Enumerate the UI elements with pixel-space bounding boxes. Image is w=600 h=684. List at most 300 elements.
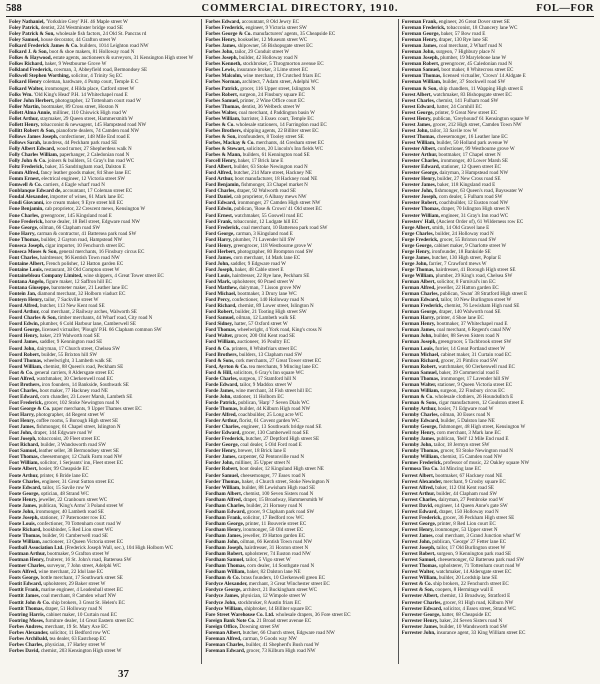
entry-details: greengrocer, 45 Caledonian road N	[440, 61, 512, 68]
entry-name: Footman Arthur,	[9, 551, 46, 558]
entry-details: builder, 50 Holland park avenue W	[436, 139, 509, 146]
entry-name: Folkwell Stephen Worthing,	[9, 73, 70, 80]
entry-details: fishmonger, 63 Queen's road, Bayswater W	[434, 188, 523, 195]
entry-details: confectioner, 140 Holloway road N	[231, 297, 305, 304]
entry-name: Formby Charles,	[401, 412, 439, 419]
entry-name: Forester Edward,	[401, 164, 440, 171]
header-rule	[6, 16, 594, 17]
entry-name: Folkes Richard,	[9, 61, 44, 68]
entry-details: wine merchant, 19 Crutched friars EC	[243, 73, 321, 80]
entry-details: tailor, 9 Maddox street W	[239, 381, 292, 388]
entry-name: Foley Nathaniel,	[9, 19, 45, 25]
entry-name: Formby Edward,	[401, 418, 440, 425]
entry-details: wholesale drapers, 36 Fore street EC	[275, 611, 351, 618]
page-number: 588	[6, 3, 22, 14]
entry-name: Fore Street Warehouse Co. Ltd.	[205, 611, 275, 618]
entry-name: Forder Frederick,	[205, 436, 245, 443]
entry-name: Forbes & Co.	[205, 121, 235, 128]
entry-details: solicitors, 6 Gray's Inn square WC	[233, 369, 304, 376]
entry-details: stationer, 12 Queen street EC	[441, 164, 501, 171]
entry-name: Forbes Kenneth,	[205, 61, 242, 68]
entry-name: Formosa Tea Co.	[401, 466, 439, 473]
entry-details: hosier, 71 Edgware road W	[437, 406, 494, 412]
entry-details: cheesemonger, 12 Chalk Farm road NW	[40, 454, 123, 461]
entry-name: Forest Albert,	[401, 91, 432, 98]
entry-details: wine merchant, 34 Fish street hill EC	[235, 387, 312, 394]
entry-details: farrier, 7 Crawford mews W	[428, 260, 487, 267]
entry-name: Foller John Herbert,	[9, 97, 55, 104]
entry-details: builder, 55 Brixton hill SW	[41, 351, 98, 358]
entry-name: Foote Thomas,	[9, 532, 42, 539]
entry-name: Forrester James,	[401, 623, 439, 630]
entry-name: Ford & Hill,	[205, 369, 233, 376]
entry-name: Forest Henry,	[401, 115, 432, 122]
entry-name: Footner Charles,	[9, 563, 46, 570]
entry-name: Folkard Walter,	[9, 85, 44, 92]
entry-name: Foord George,	[9, 327, 41, 334]
entry-name: Ford Richard,	[205, 303, 237, 310]
entry-name: Forrest Frederick,	[401, 514, 442, 521]
entry-details: chemist, 15 Camden road NW	[440, 454, 503, 461]
entry-name: Folly Albert Edward,	[9, 145, 56, 152]
entry-details: coopers, 8 Hermitage wall E	[435, 587, 494, 594]
entry-details: upholsterer, 74 Euston road NW	[244, 551, 311, 558]
entry-details: leather seller, 38 Bermondsey street SE	[38, 448, 120, 455]
entry-details: electrical engineer, 12 Victoria street SW	[41, 176, 126, 183]
entry-details: engineer, 9 Victoria street SW	[245, 25, 307, 32]
entry-name: Ford Harry,	[205, 236, 232, 243]
entry-details: insurance broker, 3 Lime street EC	[236, 67, 308, 74]
entry-name: Fomm Ernest,	[9, 176, 41, 183]
entry-details: tailor, 7 Sackville street W	[44, 297, 99, 304]
entry-name: Foote Joseph,	[9, 514, 39, 521]
entry-details: estate agents, auctioneers & surveyors, 31 Kensington High street W	[53, 55, 194, 62]
entry-details: cabinet maker, 31 Curtain road EC	[440, 351, 512, 358]
entry-details: grocer, 212 High street, Camden Town NW	[432, 121, 522, 128]
entry-name: Fone Harry,	[9, 230, 36, 237]
entry-details: bottle merchant, 17 Southwark street SE	[40, 575, 123, 582]
entry-details: upholsterer, 60 Praed street W	[232, 279, 294, 286]
entry-details: ironmonger, 53 Upper street N	[435, 526, 498, 533]
entry-details: figure maker, 12 Saffron hill EC	[45, 279, 112, 286]
entry-name: Foller Martin,	[9, 103, 41, 110]
entry-details: oilman, 30 Essex road N	[440, 412, 491, 419]
entry-details: physician, 17 Harley street W	[44, 641, 106, 648]
entry-name: Forman & Sons,	[401, 399, 438, 406]
entry-details: architect, 7 Adam street, Adelphi WC	[242, 79, 319, 86]
entry-name: Forde Edward,	[205, 381, 239, 388]
entry-name: Forrest Alexander,	[401, 478, 443, 485]
entry-name: Forbes Archibald,	[9, 635, 49, 642]
entry-name: Forrest & Son,	[401, 587, 434, 594]
entry-name: Foote James,	[9, 502, 38, 509]
entry-details: chemist, 203 Kensington High street W	[40, 647, 122, 654]
entry-name: Forbes Andrew,	[9, 623, 44, 630]
entry-name: Forbes Alexander,	[9, 629, 49, 636]
entry-details: ironfounders, 8 Tooley street SE	[237, 133, 304, 140]
entry-name: Forbes Samuel,	[205, 97, 240, 104]
entry-name: Forder James,	[205, 454, 237, 461]
entry-details: ironfounder, 18 Bankside SE	[431, 248, 491, 255]
entry-name: Foreman Joseph,	[401, 55, 439, 62]
entry-details: chemist, 88 Queen's road, Peckham SE	[43, 363, 124, 370]
entry-details: manufacturers' agents, 35 Cheapside EC	[253, 31, 336, 38]
entry-name: Foord Arthur,	[9, 309, 40, 316]
entry-details: draper, 140 Walworth road SE	[438, 309, 501, 316]
entry-name: Ford Robert,	[205, 309, 234, 316]
entry-details: draper, 51 Holloway road N	[45, 605, 103, 612]
entry-details: shipping agents, 22 Billiter street EC	[243, 127, 319, 134]
entry-details: hairdresser, 22 Rye lane, Peckham SE	[232, 272, 310, 279]
entry-name: Foote George,	[9, 490, 40, 497]
entry-name: Foot William,	[9, 460, 39, 467]
entry-name: Folly Charles William,	[9, 152, 59, 159]
entry-name: Forbes James,	[205, 43, 237, 50]
entry-details: laundress, 44 Peckham park road SE	[42, 139, 118, 146]
entry-name: Forman & Co.	[401, 393, 434, 400]
entry-details: house decorator, 44 Grafton street W	[40, 37, 117, 44]
entry-name: Ford & Sons,	[205, 357, 235, 364]
entry-name: Forrest & Co.	[401, 581, 432, 588]
entry-name: Foord Thomas,	[9, 357, 43, 364]
entry-name: Ford George,	[205, 230, 235, 237]
entry-name: Foreman James,	[401, 43, 438, 50]
entry-details: grocer, 130 Camberwell road SE	[241, 430, 309, 437]
entry-details: ship brokers, 3 Great St. Helen's EC	[51, 599, 125, 606]
entry-name: Fordham Thomas,	[205, 563, 246, 570]
entry-details: grocer, 116 Upper street, Islington N	[240, 85, 316, 92]
entry-details: publican, 'Bell' 12 Mile End road E	[436, 436, 509, 443]
entry-details: coal dealer, 5 Old Ford road E	[240, 442, 302, 449]
entry-name: Forest Edward,	[401, 103, 436, 110]
entry-name: Forbes David,	[9, 647, 40, 654]
entry-details: solicitor, 1 Serjeants' inn, Fleet street EC	[40, 460, 124, 467]
entry-name: Forest Thomas,	[401, 133, 436, 140]
entry-name: Forrest Alfred,	[401, 484, 435, 491]
entry-name: Formby George,	[401, 424, 438, 431]
entry-details: 'Yorkshire Grey' P.H. 46 Maple street W	[45, 19, 128, 25]
signature-mark: 37	[118, 668, 129, 680]
entry-details: grocer, 73 Kilburn High road NW	[246, 647, 316, 654]
entry-name: Fordyce Alexander,	[205, 581, 248, 588]
entry-name: Fontein Jan,	[9, 291, 37, 298]
entry-name: Forbes Charles,	[9, 641, 44, 648]
entry-name: Fonteyn Henry,	[9, 297, 43, 304]
entry-details: cigar importer, 10 Fenchurch street EC	[45, 242, 125, 249]
entry-details: jeweller, 22 Hatton garden EC	[436, 285, 499, 292]
entry-name: Ford Frank,	[205, 218, 233, 225]
entry-name: Forder Robert,	[205, 466, 239, 473]
entry-details: cigar manufacturers, 12 Goulston street E	[438, 399, 524, 406]
entry-name: Forrester Charles,	[401, 599, 442, 606]
entry-details: chemist, 13 Broadway, Stratford E	[439, 593, 511, 600]
entry-details: oilman, 66 Clapham road SW	[39, 224, 101, 231]
entry-details: accountant, 17 Coleman street EC	[62, 188, 133, 195]
entry-name: Ford Albert,	[205, 164, 233, 171]
entry-name: Forbes Robert,	[205, 91, 239, 98]
entry-details: photographer, 44 Regent street W	[36, 412, 105, 419]
entry-details: (Ancient Order of), 61 Wilderness row EC	[436, 218, 524, 225]
entry-details: cheesemonger, 77 Essex road N	[240, 472, 306, 479]
entry-name: Forbes Brothers,	[205, 127, 243, 134]
entry-name: Forman John,	[401, 333, 433, 340]
entry-name: Follet Arthur,	[9, 115, 39, 122]
entry-name: Foote Henry,	[9, 496, 38, 503]
entry-details: stockbroker, 8 Austin friars EC	[237, 599, 302, 606]
entry-name: Fordham & Co.	[205, 575, 240, 582]
entry-details: shipbroker, 14 Billiter square EC	[244, 605, 312, 612]
entry-details: coachbuilder, 25 Long acre WC	[238, 412, 304, 419]
entry-name: Foot James,	[9, 424, 36, 431]
entry-details: cowman, 3, Abbeyfield road, Bermondsey SE	[53, 67, 148, 74]
entry-name: Forester Robert,	[401, 200, 438, 207]
entry-name: Foley Samuel,	[9, 37, 40, 44]
entry-details: cheesemonger, 16 Leather lane EC	[436, 133, 508, 140]
entry-name: Forman Charles,	[401, 291, 439, 298]
entry-details: hairdresser, 41 Borough High street SE	[435, 266, 516, 273]
entry-details: baker, 35 Sandringham road, Dalston E	[45, 164, 126, 171]
entry-name: Ford Daniel,	[205, 194, 233, 201]
entry-details: photographer, 12 Tottenham court road W	[55, 97, 141, 104]
entry-name: Forman Walter,	[401, 381, 437, 388]
entry-details: solicitor, 4 Essex street, Strand WC	[443, 605, 516, 612]
entry-details: publican, 'Swan' 38 Stratford High street E	[440, 291, 528, 298]
entry-details: confectioner, 99 Westbourne grove W	[437, 145, 515, 152]
entry-details: carpenter, 62 Pentonville road N	[237, 454, 305, 461]
entry-name: Ford Walter,	[205, 333, 234, 340]
entry-name: Forge Thomas,	[401, 266, 435, 273]
entry-details: bookseller, 12 Museum street WC	[237, 37, 308, 44]
entry-name: Foord Alfred,	[9, 303, 39, 310]
entry-name: Forde Patrick,	[205, 399, 238, 406]
entry-details: bootmaker, 9 Grafton street W	[47, 551, 110, 558]
entry-name: Foord John,	[9, 345, 36, 352]
entry-details: ironmonger, 27 Camden High street NW	[237, 200, 321, 207]
entry-details: carman, 9 Goods way NW	[242, 635, 297, 642]
entry-name: Fontaine Albert,	[9, 260, 45, 267]
entry-details: butcher, 214 Mare street, Hackney NE	[233, 170, 312, 177]
entry-name: Formes Frederick,	[401, 460, 443, 467]
entry-details: tobacconist, 18 Chancery lane WC	[446, 25, 518, 32]
entry-details: licensed victualler, 'Crown' 14 Aldgate E	[442, 73, 526, 80]
entry-name: Fordham John,	[205, 539, 240, 546]
entry-name: Footring Moses,	[9, 617, 45, 624]
entry-name: Formby Henry,	[401, 430, 436, 437]
entry-name: Fordyce William,	[205, 605, 244, 612]
entry-details: corn merchant, 3 Mark lane EC	[436, 430, 501, 437]
entry-name: Foote Albert,	[9, 466, 38, 473]
entry-details: smith, 14 Old Gravel lane E	[432, 224, 490, 231]
entry-details: photographer, 80 Brompton road SW	[237, 248, 314, 255]
entry-name: Foot Richard,	[9, 442, 40, 449]
entry-name: Fondi Giovanni,	[9, 200, 45, 207]
entry-details: grocer, 55 Brixton road SW	[439, 236, 497, 243]
entry-name: Formby John,	[401, 442, 433, 449]
entry-details: oilman, 66 Kentish Town road NW	[240, 539, 312, 546]
entry-name: Forbes Thomas,	[205, 103, 241, 110]
entry-name: Fordham Charles,	[205, 502, 246, 509]
entry-name: Forrest George,	[401, 520, 437, 527]
entry-details: cabinet maker, 9 Charlotte street W	[434, 242, 507, 249]
entry-name: Foord Charles & Son,	[9, 315, 57, 322]
entry-details: watchmaker, 60 Clerkenwell road EC	[438, 363, 515, 370]
entry-details: pianoforte dealers, 74 Camden road NW	[56, 127, 140, 134]
entry-name: Foreman Henry,	[401, 37, 438, 44]
entry-details: baker, 57 Bow road E	[441, 31, 486, 38]
entry-name: Forman Louis,	[401, 345, 434, 352]
entry-details: surgeon, 7 Highbury place N	[435, 49, 495, 56]
entry-details: brass founders, 10 Clerkenwell green EC	[241, 575, 326, 582]
entry-details: tailor, 29 Conduit street W	[234, 49, 290, 56]
entry-name: Forrest John,	[401, 539, 431, 546]
entry-name: Foote Richard,	[9, 526, 42, 533]
entry-name: Forge Charles,	[401, 230, 434, 237]
entry-details: hatter, 68 Cheapside EC	[441, 611, 492, 618]
entry-details: dairyman, 17 Church street, Chelsea SW	[36, 345, 120, 352]
page-header	[6, 2, 594, 16]
entry-name: Formby James,	[401, 436, 436, 443]
entry-details: watchmaker, 55 Goswell road EC	[234, 212, 304, 219]
entry-name: Folly John & Co.	[9, 158, 47, 165]
entry-details: grocer, 93 Stoke Newington road N	[440, 448, 513, 455]
entry-name: Forrest Albert,	[401, 472, 435, 479]
entry-name: Foot Edward,	[9, 393, 39, 400]
entry-name: Foot Henry,	[9, 418, 36, 425]
entry-name: Forman Henry,	[401, 321, 436, 328]
entry-details: 21 Broad street avenue EC	[256, 617, 312, 624]
entry-details: bookbinder, 5 Red Lion street WC	[42, 526, 113, 533]
directory-column-1	[6, 19, 201, 664]
entry-details: saddler, 9 Kennington road SE	[39, 339, 103, 346]
entry-name: Foot Brothers,	[9, 381, 41, 388]
entry-name: Folkes & Haywood,	[9, 55, 52, 62]
page-range: FOL—FOR	[536, 3, 594, 14]
entry-details: boot & shoe makers, 81 Holloway road N	[49, 49, 135, 56]
entry-details: solicitors, 20 Lincoln's Inn fields WC	[246, 145, 324, 152]
entry-details: jeweller, 22 Cranbourn street WC	[38, 496, 108, 503]
entry-details: builder, 41 Shepherd's Bush road W	[245, 641, 320, 648]
entry-name: Forder Samuel,	[205, 472, 240, 479]
entry-details: builder, 27 New Cross road SE	[437, 176, 501, 183]
entry-name: Foots George,	[9, 575, 40, 582]
entry-details: florist, 61 Covent garden WC	[239, 418, 300, 425]
entry-details: surgeon, 24 Finsbury square EC	[239, 91, 305, 98]
entry-details: bootmaker, 89 Cross street, Hoxton N	[41, 103, 119, 110]
entry-name: Ford Louis,	[205, 272, 231, 279]
entry-name: Ford Edward,	[205, 200, 237, 207]
entry-name: Forcell Henry,	[205, 158, 237, 165]
entry-name: Ford Henry,	[205, 242, 233, 249]
entry-details: ironmonger, 40 Lower Marsh SE	[440, 158, 508, 165]
entry-name: Fordham Alfred,	[205, 496, 243, 503]
entry-details: builder, 21 Hornsey road N	[246, 502, 303, 509]
entry-details: (Frederick Joseph Wall, sec.), 104 High Holborn WC	[64, 545, 174, 552]
entry-name: Forman Richard,	[401, 357, 440, 364]
entry-details: baker, 4 Church street, Stoke Newington N	[241, 478, 330, 485]
entry-name: Forbes William,	[205, 115, 241, 122]
entry-name: Foot Alfred,	[9, 375, 36, 382]
entry-details: coachbuilder, 12 Euston road NW	[438, 200, 509, 207]
entry-details: cork merchants, 27 Great Tower street EC	[235, 357, 322, 364]
entry-name: Fontainebleau Company Limited,	[9, 272, 83, 279]
entry-details: builder, 63 Stoke Newington road N	[233, 164, 308, 171]
entry-name: Forde John,	[205, 393, 232, 400]
entry-details: iron founders, 14 Bankside, Southwark SE	[41, 381, 129, 388]
entry-details: boot dealer, 12 Kingsland High street NE	[239, 466, 324, 473]
entry-name: Forest John,	[401, 127, 429, 134]
entry-name: Foord Robert,	[9, 351, 41, 358]
entry-details: draper, 70 Islington High street N	[441, 206, 510, 213]
entry-name: Foord James,	[9, 339, 39, 346]
entry-details: carriers, 4 Eagle wharf road N	[43, 182, 105, 189]
entry-name: Forrest Samuel,	[401, 557, 437, 564]
entry-details: ice cream maker, 9 Eyre street hill EC	[45, 200, 124, 207]
entry-name: Forman Alfred,	[401, 285, 436, 292]
entry-details: tea merchants, 9 Mincing lane EC	[249, 363, 319, 370]
directory-entry	[205, 648, 394, 654]
entry-name: Forbes George & Co.	[205, 31, 252, 38]
entry-name: Forrest James,	[401, 532, 434, 539]
entry-name: Forman Thomas,	[401, 375, 440, 382]
entry-name: Forder John,	[205, 460, 234, 467]
entry-details: boot maker, 77 Hackney road NE	[39, 387, 108, 394]
entry-details: stationer, 11 Holborn EC	[232, 393, 284, 400]
entry-details: grocer, 36 Peckham High street SE	[442, 514, 515, 521]
entry-name: Forder Arthur,	[205, 418, 238, 425]
entry-name: Foote Edward,	[9, 484, 42, 491]
entry-details: wheelwright, 4 York road, King's cross N	[237, 327, 322, 334]
entry-name: Fonblanque Edward de,	[9, 188, 62, 195]
entry-details: merchants, 44 Gresham street EC	[255, 139, 325, 146]
entry-details: barrister, 3 Essex court, Temple EC	[241, 115, 314, 122]
entry-details: fishmonger, 48 High street, Kensington W	[438, 424, 526, 431]
entry-name: Foot & Co.	[9, 369, 34, 376]
entry-details: oilman, 12 Lambeth walk SE	[236, 315, 296, 322]
entry-details: plumber, 6 Cold Harbour lane, Camberwell SE	[40, 321, 137, 328]
entry-name: Foote Charles,	[9, 478, 41, 485]
entry-details: publican, 'King's Arms' 3 Poland street W	[38, 502, 124, 509]
entry-details: plumber, 29 King's road, Chelsea SW	[435, 272, 513, 279]
entry-name: Folkard J. & Son,	[9, 49, 48, 56]
entry-name: Forest George,	[401, 109, 434, 116]
entry-details: grocer, 21 Pimlico road SW	[440, 357, 498, 364]
entry-details: ironmonger, 50 Old street EC	[243, 526, 304, 533]
entry-name: Forbes John,	[205, 49, 234, 56]
entry-details: ship brokers, 22 Fenchurch street EC	[433, 581, 509, 588]
entry-name: Forman Joseph,	[401, 339, 437, 346]
entry-name: Forester Albert,	[401, 145, 437, 152]
entry-details: builder, 21 Tooting High street SW	[235, 309, 307, 316]
entry-name: Forder Henry,	[205, 448, 237, 455]
entry-details: bootmaker, 3 Drury lane WC	[237, 291, 297, 298]
entry-details: coal merchant, 8 Camden wharf NW	[41, 593, 117, 600]
entry-name: Fordyce George,	[205, 587, 242, 594]
entry-details: coleman, hardware, 4 Pump court, Temple E C	[42, 79, 139, 86]
entry-name: Font Charles,	[9, 254, 39, 261]
entry-name: Foreman George,	[401, 31, 440, 38]
entry-details: wholesale stationers, 14 Farringdon road EC	[235, 121, 327, 128]
entry-name: Foreman Charles,	[205, 641, 245, 648]
entry-name: Footman Henry,	[9, 557, 45, 564]
entry-name: Forman Frederick,	[401, 303, 444, 310]
entry-name: Forrest Arthur,	[401, 490, 436, 497]
entry-name: Fonseca Moses & Son,	[9, 248, 58, 255]
entry-details: horse dealer, 18 Bell street, Edgware road NW	[45, 218, 140, 225]
entry-name: Foley Patrick,	[9, 25, 40, 32]
entry-details: solicitor, 17 Bedford row WC	[243, 514, 304, 521]
entry-name: Forrest David,	[401, 502, 434, 509]
entry-details: baker, 219 Walworth road SE	[39, 333, 100, 340]
